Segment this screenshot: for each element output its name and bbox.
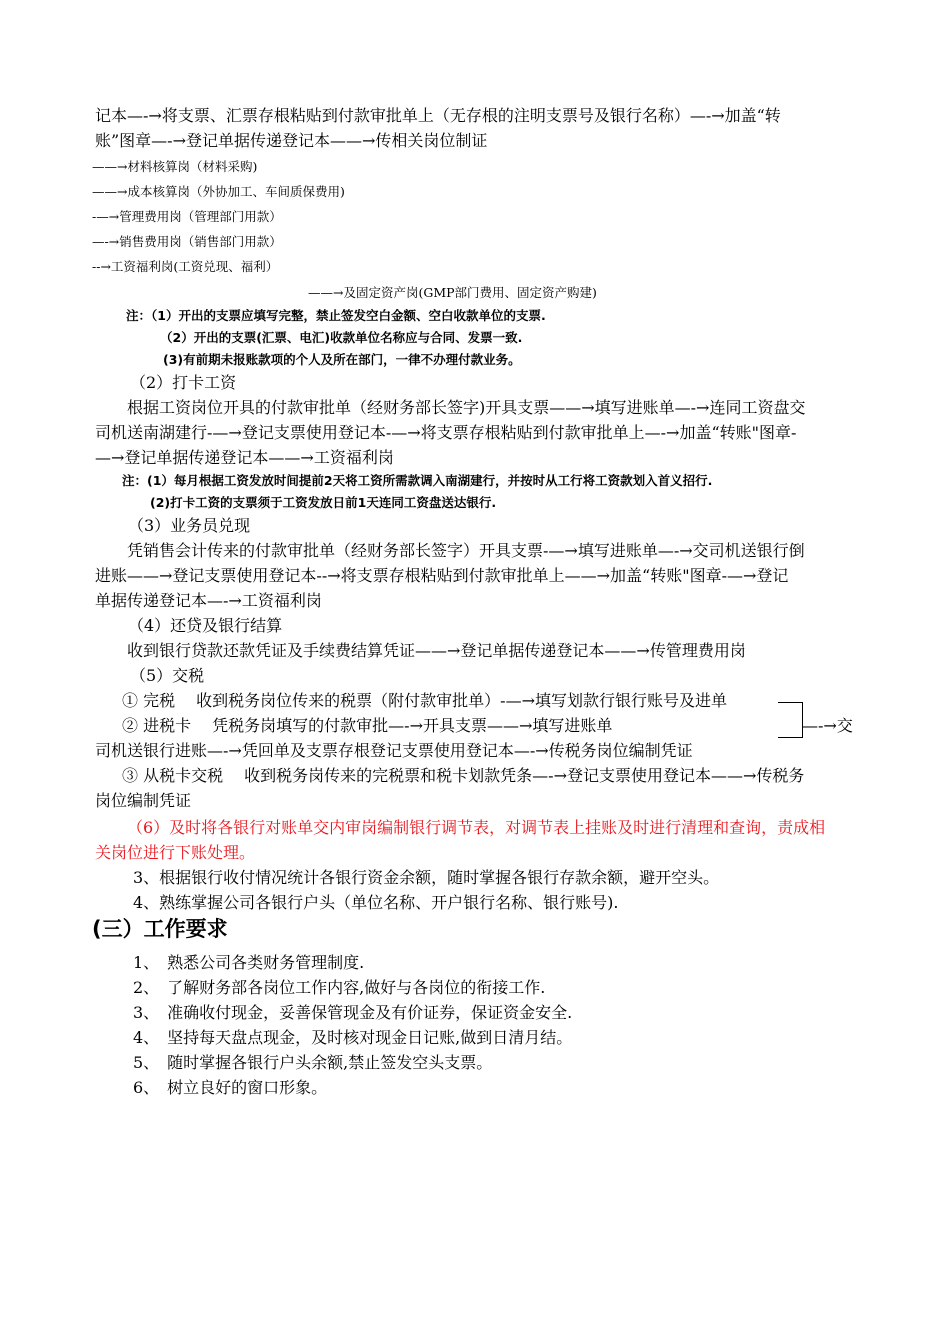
tax-line-1: ① 完税 收到税务岗位传来的税票（附付款审批单）-—→填写划款行银行账号及进单 [122, 691, 727, 710]
payroll-line-2: 司机送南湖建行-—→登记支票使用登记本-—→将支票存根粘贴到付款审批单上—-→加盖“转账"图章- [95, 423, 797, 442]
branch-payroll: --→工资福利岗(工资兑现、福利） [92, 259, 279, 274]
item-4: 4、熟练掌握公司各银行户头（单位名称、开户银行名称、银行账号). [133, 893, 619, 912]
note-1: 注：（1）开出的支票应填写完整，禁止签发空白金额、空白收款单位的支票. [126, 308, 546, 323]
bracket-connector [778, 702, 803, 738]
branch-admin-expense: -—→管理费用岗（管理部门用款） [92, 209, 282, 224]
tax-line-2: ② 进税卡 凭税务岗填写的付款审批—-→开具支票——→填写进账单 [122, 716, 613, 735]
tax-line-3: 司机送银行进账—-→凭回单及支票存根登记支票使用登记本—-→传税务岗位编制凭证 [95, 741, 693, 760]
section-salesman: （3）业务员兑现 [128, 516, 251, 535]
requirement-5: 5、 随时掌握各银行户头余额,禁止签发空头支票。 [133, 1053, 493, 1072]
branch-cost: ——→成本核算岗（外协加工、车间质保费用) [92, 184, 345, 199]
flow-line-1: 记本—-→将支票、汇票存根粘贴到付款审批单上（无存根的注明支票号及银行名称）—-→加盖“转 [95, 106, 781, 125]
salesman-line-1: 凭销售会计传来的付款审批单（经财务部长签字）开具支票-—→填写进账单—-→交司机送银行倒 [127, 541, 805, 560]
requirement-6: 6、 树立良好的窗口形象。 [133, 1078, 328, 1097]
reconcile-line-1: （6）及时将各银行对账单交内审岗编制银行调节表，对调节表上挂账及时进行清理和查询，责成相 [127, 818, 826, 837]
note-3: (3)有前期未报账款项的个人及所在部门，一律不办理付款业务。 [163, 352, 521, 367]
tax-line-5: 岗位编制凭证 [95, 791, 192, 810]
requirement-3: 3、 准确收付现金，妥善保管现金及有价证券，保证资金安全. [133, 1003, 573, 1022]
salesman-line-2: 进账——→登记支票使用登记本--→将支票存根粘贴到付款审批单上——→加盖“转账"图章-—→登记 [95, 566, 789, 585]
section-payroll-card: （2）打卡工资 [130, 373, 237, 392]
branch-sales-expense: —-→销售费用岗（销售部门用款） [92, 234, 282, 249]
item-3: 3、根据银行收付情况统计各银行资金余额，随时掌握各银行存款余额，避开空头。 [133, 868, 720, 887]
payroll-line-1: 根据工资岗位开具的付款审批单（经财务部长签字)开具支票——→填写进账单—-→连同工资盘交 [127, 398, 806, 417]
tax-bracket-arrow: —-→交 [802, 716, 853, 735]
section-loan: （4）还贷及银行结算 [128, 616, 283, 635]
flow-line-2: 账”图章—-→登记单据传递登记本——→传相关岗位制证 [95, 131, 488, 150]
section-heading-requirements: (三）工作要求 [92, 917, 228, 941]
loan-line: 收到银行贷款还款凭证及手续费结算凭证——→登记单据传递登记本——→传管理费用岗 [127, 641, 746, 660]
branch-fixed-assets: ——→及固定资产岗(GMP部门费用、固定资产购建) [308, 285, 597, 300]
branch-material: ——→材料核算岗（材料采购) [92, 159, 258, 174]
note-4: 注：(1）每月根据工资发放时间提前2天将工资所需款调入南湖建行，并按时从工行将工资款划入首义招行. [122, 473, 713, 488]
note-5: (2)打卡工资的支票须于工资发放日前1天连同工资盘送达银行. [150, 495, 497, 510]
payroll-line-3: —→登记单据传递登记本——→工资福利岗 [95, 448, 394, 467]
requirement-4: 4、 坚持每天盘点现金，及时核对现金日记账,做到日清月结。 [133, 1028, 573, 1047]
note-2: （2）开出的支票(汇票、电汇)收款单位名称应与合同、发票一致. [160, 330, 523, 345]
section-tax: （5）交税 [130, 666, 205, 685]
requirement-2: 2、 了解财务部各岗位工作内容,做好与各岗位的衔接工作. [133, 978, 546, 997]
requirement-1: 1、 熟悉公司各类财务管理制度. [133, 953, 365, 972]
reconcile-line-2: 关岗位进行下账处理。 [95, 843, 256, 862]
salesman-line-3: 单据传递登记本—-→工资福利岗 [95, 591, 322, 610]
tax-line-4: ③ 从税卡交税 收到税务岗传来的完税票和税卡划款凭条—-→登记支票使用登记本——→传税务 [122, 766, 805, 785]
